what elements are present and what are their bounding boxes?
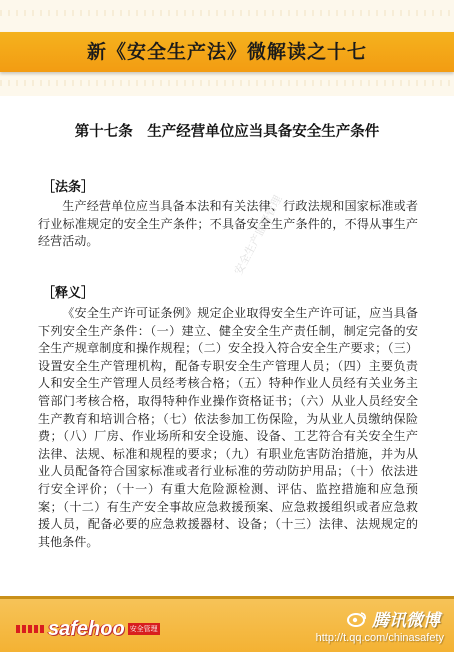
logo-brand: safehoo	[48, 617, 125, 640]
title-banner	[0, 0, 454, 96]
safehoo-logo[interactable]	[16, 618, 160, 640]
logo-sub: 安全管理	[128, 623, 160, 635]
weibo-brand[interactable]	[346, 606, 440, 631]
footer	[0, 596, 454, 652]
article-heading: 第十七条 生产经营单位应当具备安全生产条件	[74, 124, 380, 140]
weibo-name: 腾讯微博	[372, 611, 440, 631]
law-label: ［法条］	[42, 180, 95, 195]
decorative-stripe	[0, 10, 454, 16]
law-text: 生产经营单位应当具备本法和有关法律、行政法规和国家标准或者行业标准规定的安全生产条件；不具备安全生产条件的，不得从事生产经营活动。	[38, 199, 418, 249]
logo-dots-icon	[16, 625, 46, 633]
weibo-icon	[346, 610, 368, 628]
banner-title: 新《安全生产法》微解读之十七	[86, 41, 367, 63]
interpretation-label: ［释义］	[42, 286, 95, 301]
watermark: 安全生产监督管理	[231, 193, 285, 278]
decorative-stripe	[0, 80, 454, 86]
footer-url[interactable]: http://t.qq.com/chinasafety	[315, 632, 444, 644]
interpretation-text: 《安全生产许可证条例》规定企业取得安全生产许可证，应当具备下列安全生产条件：（一）建立、健全安全生产责任制，制定完备的安全生产规章制度和操作规程；（二）安全投入符合安全生产要求；（三）设置安全生产管理机构，配备专职安全生产管理人员；（四）主要负责人和安全生产管理人员经考核合格；（五）特种作业人员经有关业务主管部门考核合格，取得特种作业操作资格证书；（六）从业人员经安全生产教育和培训合格；（七）依法参加工伤保险，为从业人员缴纳保险费；（八）厂房、作业场所和安全设施、设备、工艺符合有关安全生产法律、法规、标准和规程的要求；（九）有职业危害防治措施，并为从业人员配备符合国家标准或者行业标准的劳动防护用品；（十）依法进行安全评价；（十一）有重大危险源检测、评估、监控措施和应急预案；（十二）有生产安全事故应急救援预案、应急救援组织或者应急救援人员，配备必要的应急救援器材、设备；（十三）法律、法规规定的其他条件。	[38, 306, 418, 549]
footer-rule	[0, 596, 454, 599]
